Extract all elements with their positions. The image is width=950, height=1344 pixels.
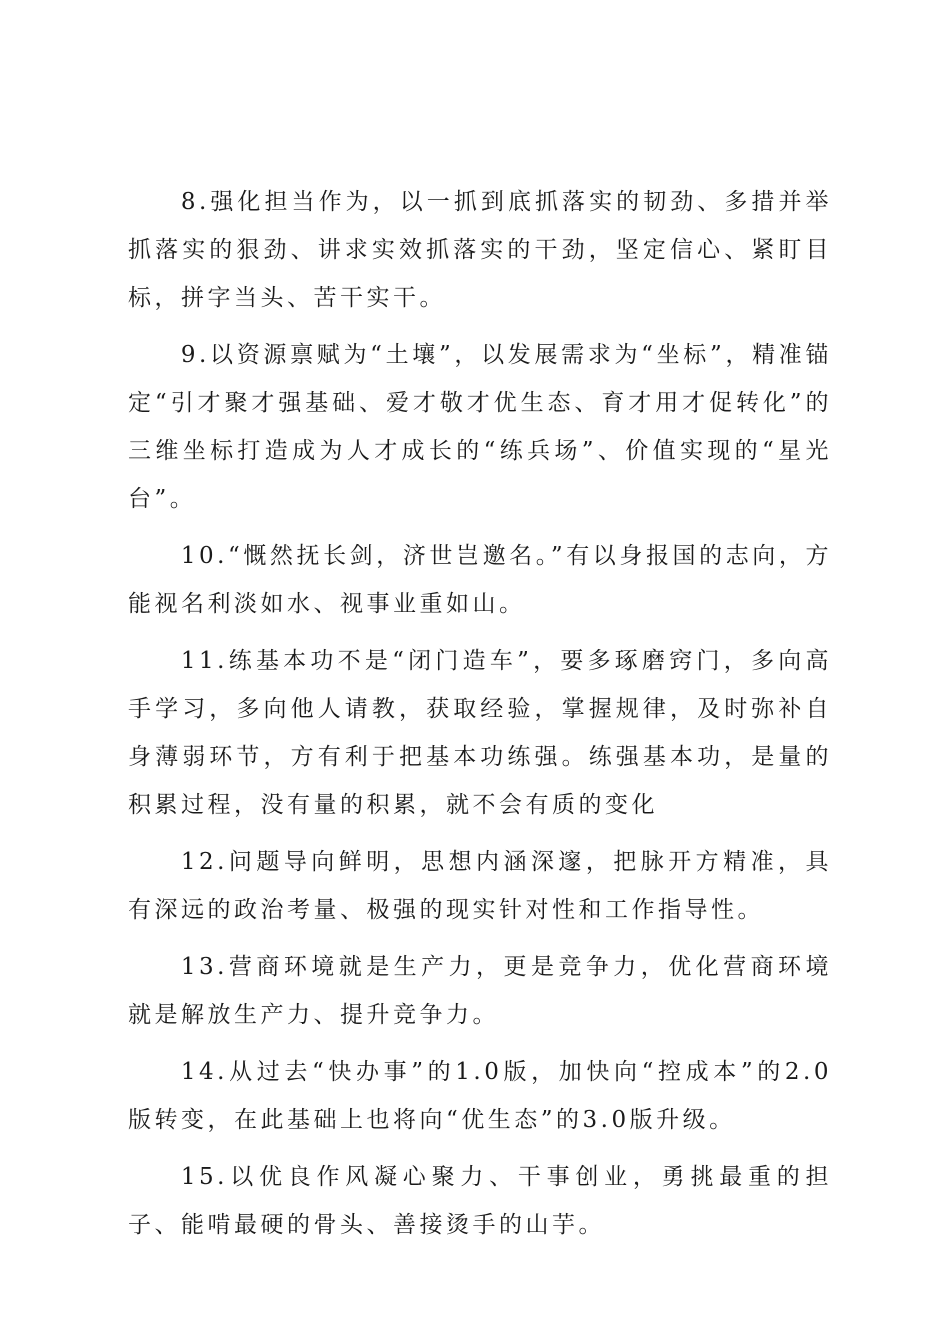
document-body bbox=[128, 178, 832, 1258]
paragraph-8: 8.强化担当作为，以一抓到底抓落实的韧劲、多措并举抓落实的狠劲、讲求实效抓落实的干劲，坚定信心、紧盯目标，拼字当头、苦干实干。 bbox=[128, 189, 832, 311]
paragraph-9: 9.以资源禀赋为“土壤”，以发展需求为“坐标”，精准锚定“引才聚才强基础、爱才敬才优生态、育才用才促转化”的三维坐标打造成为人才成长的“练兵场”、价值实现的“星光台”。 bbox=[128, 342, 832, 512]
paragraph-14: 14.从过去“快办事”的1.0版，加快向“控成本”的2.0版转变，在此基础上也将向“优生态”的3.0版升级。 bbox=[128, 1059, 832, 1133]
paragraph-12: 12.问题导向鲜明，思想内涵深邃，把脉开方精准，具有深远的政治考量、极强的现实针对性和工作指导性。 bbox=[128, 849, 832, 923]
paragraph-13: 13.营商环境就是生产力，更是竞争力，优化营商环境就是解放生产力、提升竞争力。 bbox=[128, 954, 832, 1028]
paragraph-15: 15.以优良作风凝心聚力、干事创业，勇挑最重的担子、能啃最硬的骨头、善接烫手的山芋。 bbox=[128, 1164, 832, 1238]
paragraph-11: 11.练基本功不是“闭门造车”，要多琢磨窍门，多向高手学习，多向他人请教，获取经验，掌握规律，及时弥补自身薄弱环节，方有利于把基本功练强。练强基本功，是量的积累过程，没有量的积累，就不会有质的变化 bbox=[128, 648, 832, 818]
paragraph-10: 10.“慨然抚长剑，济世岂邀名。”有以身报国的志向，方能视名利淡如水、视事业重如山。 bbox=[128, 543, 832, 617]
